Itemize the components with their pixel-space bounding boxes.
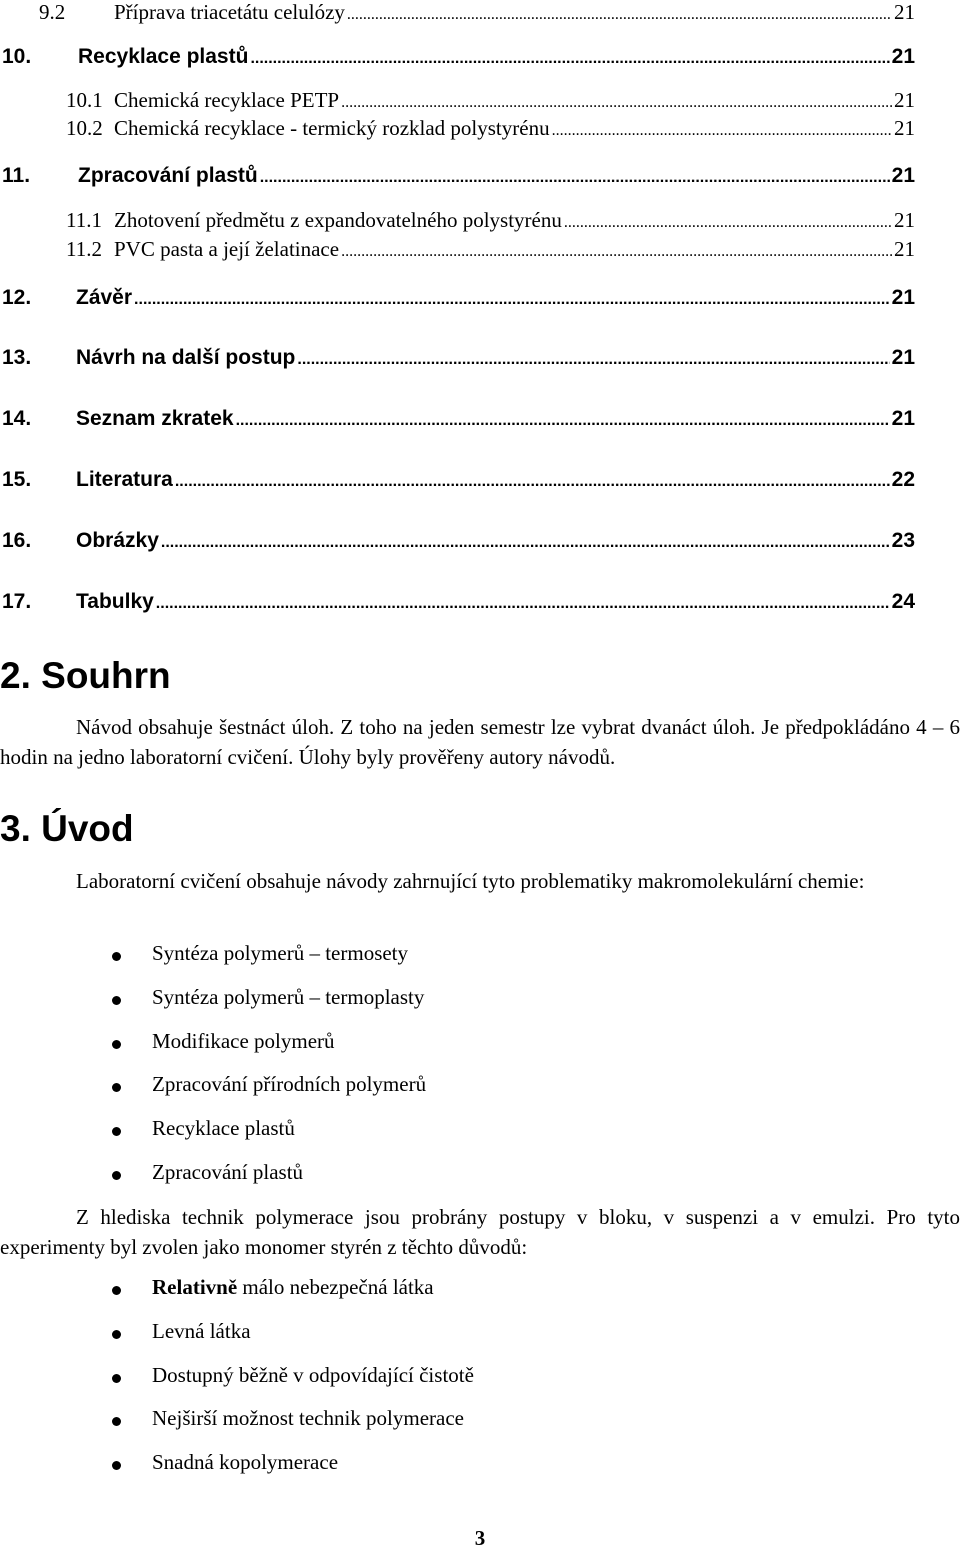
toc-title: Seznam zkratek [76,407,234,430]
toc-leader [250,50,889,68]
toc-number: 11. [2,164,31,187]
toc-page: 22 [891,468,915,491]
toc-title: Závěr [76,286,133,309]
toc-page: 21 [894,237,915,261]
toc-title: Chemická recyklace PETP [114,88,340,112]
uvod-intro-paragraph [0,866,960,896]
bullet-icon [112,1040,121,1049]
toc-leader [156,595,890,613]
toc-page: 21 [894,88,915,112]
list-item-text: Modifikace polymerů [152,1029,335,1053]
toc-entry[interactable] [0,45,915,69]
toc-number: 13. [2,346,32,369]
toc-leader [341,94,892,112]
toc-page: 21 [894,0,915,24]
list-item-text [152,1275,434,1300]
toc-leader [161,534,890,552]
souhrn-paragraph [0,712,960,772]
toc-title: Návrh na další postup [76,346,296,369]
toc-title: Chemická recyklace - termický rozklad polystyrénu [114,116,550,140]
toc-entry[interactable] [0,88,915,113]
toc-entry[interactable] [0,237,915,262]
toc-title: Příprava triacetátu celulózy [114,0,345,24]
toc-number: 10. [2,45,32,68]
toc-entry[interactable] [0,0,915,25]
uvod-techniques-text: Z hlediska technik polymerace jsou probrány postupy v bloku, v suspenzi a v emulzi. Pro tyto experimenty byl zvolen jako monomer styrén z těchto důvodů: [0,1205,960,1259]
list-item-text: Dostupný běžně v odpovídající čistotě [152,1363,474,1387]
section-heading-souhrn: 2. Souhrn [0,655,171,696]
toc-title: PVC pasta a její želatinace [114,237,340,261]
toc-leader [260,169,890,187]
toc-leader [297,351,889,369]
list-item-text: Zpracování plastů [152,1160,304,1184]
toc-leader [347,6,892,24]
toc-title: Literatura [76,468,173,491]
uvod-techniques-paragraph [0,1202,960,1262]
toc-number: 16. [2,529,32,552]
toc-number: 12. [2,286,32,309]
toc-number: 11.1 [66,208,102,232]
toc-page: 21 [891,45,915,68]
list-item-bold-text: Relativně [152,1275,238,1299]
toc-number: 9.2 [39,0,66,24]
list-item-text: Recyklace plastů [152,1116,295,1140]
toc-page: 21 [891,286,915,309]
toc-entry[interactable] [0,590,915,614]
toc-page: 23 [891,529,915,552]
list-item-text: Zpracování přírodních polymerů [152,1072,427,1096]
toc-entry[interactable] [0,116,915,141]
toc-leader [134,291,890,309]
toc-title: Obrázky [76,529,159,552]
toc-entry[interactable] [0,164,915,188]
toc-entry[interactable] [0,346,915,370]
toc-title: Recyklace plastů [78,45,249,68]
toc-number: 15. [2,468,32,491]
toc-number: 11.2 [66,237,102,261]
toc-number: 17. [2,590,32,613]
list-item-text: Syntéza polymerů – termoplasty [152,985,425,1009]
toc-entry[interactable] [0,407,915,431]
toc-title: Tabulky [76,590,154,613]
bullet-icon [112,1286,121,1295]
bullet-icon [112,1461,121,1470]
toc-leader [175,473,890,491]
toc-entry[interactable] [0,208,915,233]
bullet-icon [112,1374,121,1383]
section-heading-uvod: 3. Úvod [0,808,134,849]
toc-number: 14. [2,407,32,430]
list-item-text: Levná látka [152,1319,251,1343]
toc-entry[interactable] [0,529,915,553]
bullet-icon [112,1417,121,1426]
toc-title: Zhotovení předmětu z expandovatelného polystyrénu [114,208,562,232]
toc-title: Zpracování plastů [78,164,258,187]
list-item-text: Nejširší možnost technik polymerace [152,1406,464,1430]
list-item-text: Snadná kopolymerace [152,1450,339,1474]
bullet-icon [112,996,121,1005]
uvod-intro-text: Laboratorní cvičení obsahuje návody zahrnující tyto problematiky makromolekulární chemie: [76,869,865,893]
bullet-icon [112,1330,121,1339]
toc-leader [236,412,890,430]
toc-page: 21 [891,346,915,369]
toc-leader [341,243,892,261]
toc-page: 21 [894,116,915,140]
list-item-rest-text: málo nebezpečná látka [237,1275,434,1299]
list-item-text: Syntéza polymerů – termosety [152,941,409,965]
toc-page: 21 [891,407,915,430]
toc-leader [564,214,892,232]
toc-number: 10.1 [66,88,103,112]
toc-page: 21 [891,164,915,187]
bullet-icon [112,1171,121,1180]
bullet-icon [112,1127,121,1136]
page-number: 3 [474,1526,486,1550]
bullet-icon [112,1083,121,1092]
souhrn-text: Návod obsahuje šestnáct úloh. Z toho na jeden semestr lze vybrat dvanáct úloh. Je předpokládáno 4 – 6 hodin na jedno laboratorní cvičení. Úlohy byly prověřeny autory návodů. [0,715,960,769]
toc-entry[interactable] [0,468,915,492]
toc-number: 10.2 [66,116,103,140]
toc-page: 21 [894,208,915,232]
toc-leader [552,122,892,140]
bullet-icon [112,952,121,961]
toc-page: 24 [891,590,915,613]
toc-entry[interactable] [0,286,915,310]
